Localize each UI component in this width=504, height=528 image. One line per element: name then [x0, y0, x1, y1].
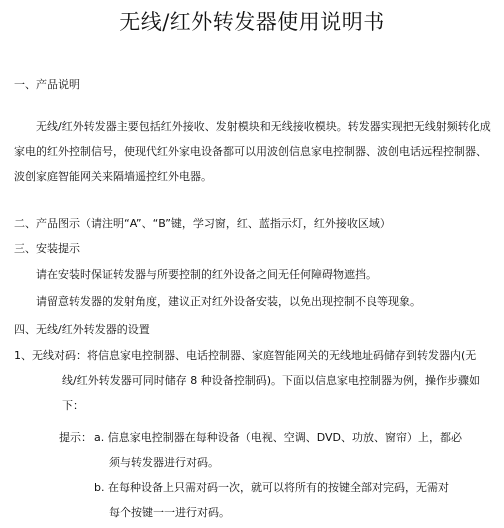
tip-a-continuation: 须与转发器进行对码。: [109, 456, 219, 469]
section-3-heading: 三、安装提示: [14, 242, 80, 255]
section-4-heading: 四、无线/红外转发器的设置: [14, 323, 150, 336]
tip-a: [94, 425, 494, 475]
step-1-first-line: 1、无线对码：将信息家电控制器、电话控制器、家庭智能网关的无线地址码储存到转发器内(无: [14, 349, 477, 362]
section-1-text: 无线/红外转发器主要包括红外接收、发射模块和无线接收模块。转发器实现把无线射频转化成家电的红外控制信号，使现代红外家电设备都可以用波创信息家电控制器、波创电话远程控制器、波创家庭智能网关来隔墙遥控红外电器。: [14, 120, 491, 183]
step-1: [14, 343, 494, 418]
tip-b-continuation: 每个按键一一进行对码。: [109, 506, 230, 519]
bullet-item: [34, 268, 377, 282]
step-1-continuation: 线/红外转发器可同时储存 8 种设备控制码)。下面以信息家电控制器为例，操作步骤如下：: [62, 374, 480, 412]
tip-a-first-line: a. 信息家电控制器在每种设备（电视、空调、DVD、功放、窗帘）上，都必: [94, 431, 463, 444]
tip-b: [94, 475, 494, 525]
section-1-heading: 一、产品说明: [14, 78, 80, 91]
bullet-item: [34, 295, 421, 309]
section-2-heading: 二、产品图示（请注明“A”、“B”键，学习窗，红、蓝指示灯，红外接收区域）: [14, 217, 391, 230]
bullet-text: 请留意转发器的发射角度，建议正对红外设备安装，以免出现控制不良等现象。: [36, 295, 421, 308]
tip-b-first-line: b. 在每种设备上只需对码一次，就可以将所有的按键全部对完码，无需对: [94, 481, 449, 494]
document-title: 无线/红外转发器使用说明书: [119, 10, 385, 34]
tip-label: 提示：: [59, 431, 92, 444]
bullet-text: 请在安装时保证转发器与所要控制的红外设备之间无任何障碍物遮挡。: [36, 268, 377, 281]
section-1-body: [14, 114, 494, 189]
